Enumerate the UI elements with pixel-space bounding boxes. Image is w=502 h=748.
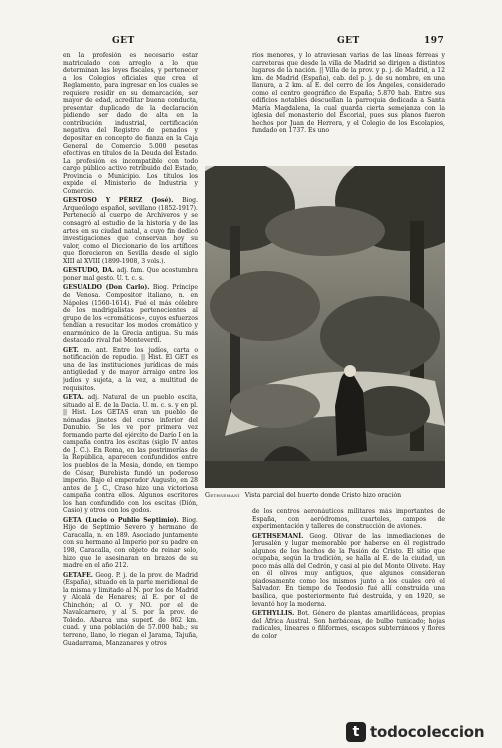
left-text-column bbox=[63, 52, 198, 702]
entry-headword: GET. bbox=[63, 346, 79, 354]
photo-illustration bbox=[205, 166, 445, 488]
page-number: 197 bbox=[424, 36, 445, 46]
entry-body: ríos menores, y lo atraviesan varias de las líneas férreas y carreteras que desde la villa de Madrid se dirigen a distintos lugares de la nación. || Villa de la prov. y p. j. de Madrid, a 12 km. de Madrid (España), cab. del p. j. de su nombre, en una llanura, a 2 km. al E. del cerro de los Ángeles, considerado como el centro geográfico de España; 5.870 hab. Entre sus edificios notables descuellan la parroquia dedicada a Santa María Magdalena, la cual guarda cierta semejanza con la iglesia del monasterio del Escorial, pues sus planos fueron hechos por Juan de Herrera, y el Colegio de los Escolapios, fundado en 1737. Es uno bbox=[252, 52, 445, 135]
entry-body: Biog. Hijo de Septimio Severo y hermano de Caracalla, n. en 189. Asociado juntamente con su hermano al Imperio por su padre en 198, Caracalla, con objeto de reinar solo, hizo que le asesinaran en brazos de su madre en el año 212. bbox=[63, 516, 198, 570]
article-entry bbox=[252, 52, 445, 135]
running-head-left: GET bbox=[112, 36, 135, 46]
running-head-center: GET bbox=[337, 36, 360, 46]
entry-body: adj. fam. Que acostumbra poner mal gesto. U. t. c. s. bbox=[63, 267, 198, 282]
entry-headword: GETHSEMANÍ. bbox=[252, 532, 304, 540]
article-entry bbox=[63, 517, 198, 570]
article-entry bbox=[252, 508, 445, 531]
article-entry bbox=[63, 347, 198, 392]
entry-body: adj. Natural de un pueblo escita, situado al E. de la Dacia. U. m. c. s. y en pl. || Hist. Los GETAS eran un pueblo de nómadas jinetes del curso inferior del Danubio. Se les ve por primera vez formando parte del ejército de Darío I en la campaña contra los escitas (siglo IV antes de J. C.). En Roma, en las postrimerías de la República, aparecen confundidos entre los pueblos de la Mesia, donde, en tiempo de César, Burebista fundó un poderoso imperio. Bajo el emperador Augusto, en 28 antes de J. C., Craso hizo una victoriosa campaña contra ellos. Algunos escritores los han confundido con los escitas (Dión, Casio) y otros con los godos. bbox=[63, 394, 198, 515]
entry-headword: GETA. bbox=[63, 394, 84, 402]
entry-body: Biog. Arqueólogo español, sevillano (1852-1917). Perteneció al cuerpo de Archiveros y se consagró al estudio de la historia y de las artes en su ciudad natal, a cuyo fin dedicó investigaciones que conservan hoy su valor, como el Diccionario de los artífices que florecieron en Sevilla desde el siglo XIII al XVIII (1899-1908, 3 vols.). bbox=[63, 197, 198, 265]
figure-caption bbox=[205, 492, 445, 500]
entry-body: Biog. Príncipe de Venosa. Compositor italiano, n. en Nápoles (1560-1614). Fué el más célebre de los madrigalistas pertenecientes al grupo de los «cromáticos», cuyos esfuerzos tendían a resucitar los modos cromático y enarmónico de la Grecia antigua. Su más destacado rival fué Monteverdi. bbox=[63, 284, 198, 345]
entry-headword: GETA (Lucio o Publio Septimio). bbox=[63, 516, 179, 524]
entry-headword: GESTUDO, DA. bbox=[63, 267, 115, 275]
article-entry bbox=[63, 394, 198, 515]
right-text-column-bottom bbox=[252, 508, 445, 708]
article-entry bbox=[63, 267, 198, 282]
entry-headword: GESTOSO Y PÉREZ (José). bbox=[63, 197, 174, 205]
right-text-column-top bbox=[252, 52, 445, 164]
entry-body: en la profesión es necesario estar matriculado con arreglo a lo que determinan las leyes fiscales, y pertenecer a los Colegios oficiales que crea el Reglamento, para ingresar en los cuales se requiere residir en su demarcación, ser mayor de edad, acreditar buena conducta, presentar duplicado de la declaración pidiendo ser dado de alta en la contribución industrial, certificación negativa del Registro de penados y depositar en concepto de fianza en la Caja General de Comercio 5.000 pesetas efectivas en títulos de la Deuda del Estado. La profesión es incompatible con todo cargo público activo retribuido del Estado, Provincia o Municipio. Los títulos los expide el Ministerio de Industria y Comercio. bbox=[63, 52, 198, 195]
watermark-logo-icon: t bbox=[346, 722, 366, 742]
watermark bbox=[346, 720, 496, 744]
figure-caption-text: Vista parcial del huerto donde Cristo hizo oración bbox=[244, 492, 402, 499]
entry-body: Geog. P. j. de la prov. de Madrid (España), situado en la parte meridional de la misma y limitado al N. por los de Madrid y Alcalá de Henares; al E. por el de Chinchón; al O. y NO. por el de Navalcarnero, y al S. por la prov. de Toledo. Abarca una superf. de 862 km. cuad. y una población de 57.000 hab.; su terreno, llano, lo riegan el Jarama, Tajuña, Guadarrama, Manzanares y otros bbox=[63, 571, 198, 647]
entry-headword: GESUALDO (Don Carlo). bbox=[63, 284, 150, 292]
article-entry bbox=[63, 197, 198, 265]
entry-body: Bot. Género de plantas amarilidáceas, propias del África Austral. Son herbáceas, de bulbo tunicado; hojas radicales, lineares o filiformes, escapos subterráneos y flores de color bbox=[252, 610, 445, 640]
entry-headword: GETHYLLIS. bbox=[252, 610, 295, 618]
article-entry bbox=[63, 284, 198, 344]
entry-body: de los centros aeronáuticos militares más importantes de España, con aeródromos, cuarteles, campos de experimentación y talleres de construcción de aviones. bbox=[252, 508, 445, 531]
article-entry bbox=[63, 52, 198, 195]
article-entry bbox=[252, 610, 445, 640]
watermark-text: todocoleccion bbox=[370, 723, 485, 741]
article-entry bbox=[252, 533, 445, 608]
entry-headword: GETAFE. bbox=[63, 571, 93, 579]
entry-body: m. ant. Entre los judíos, carta o notificación de repudio. || Hist. El GET es una de las instituciones jurídicas de más antigüedad y de mayor arraigo entre los judíos y sujeta, a la vez, a multitud de requisitos. bbox=[63, 346, 198, 392]
entry-body: Geog. Olivar de las inmediaciones de Jerusalén y lugar memorable por haberse en él registrado algunos de los hechos de la Pasión de Cristo. El sitio que ocupaba, según la tradición, se halla al E. de la ciudad, un poco más allá del Cedrón, y casi al pie del Monte Olivete. Hay en él olivos muy antiguos, que algunos consideran piadosamente como los mismos junto a los cuales oró el Salvador. En tiempo de Teodosio fué allí construída una basílica, que posteriormente fué destruída, y en 1920, se levantó hoy la moderna. bbox=[252, 532, 445, 608]
figure-label: Gethsemaní bbox=[205, 492, 240, 499]
garden-photograph bbox=[205, 166, 445, 488]
article-entry bbox=[63, 572, 198, 647]
